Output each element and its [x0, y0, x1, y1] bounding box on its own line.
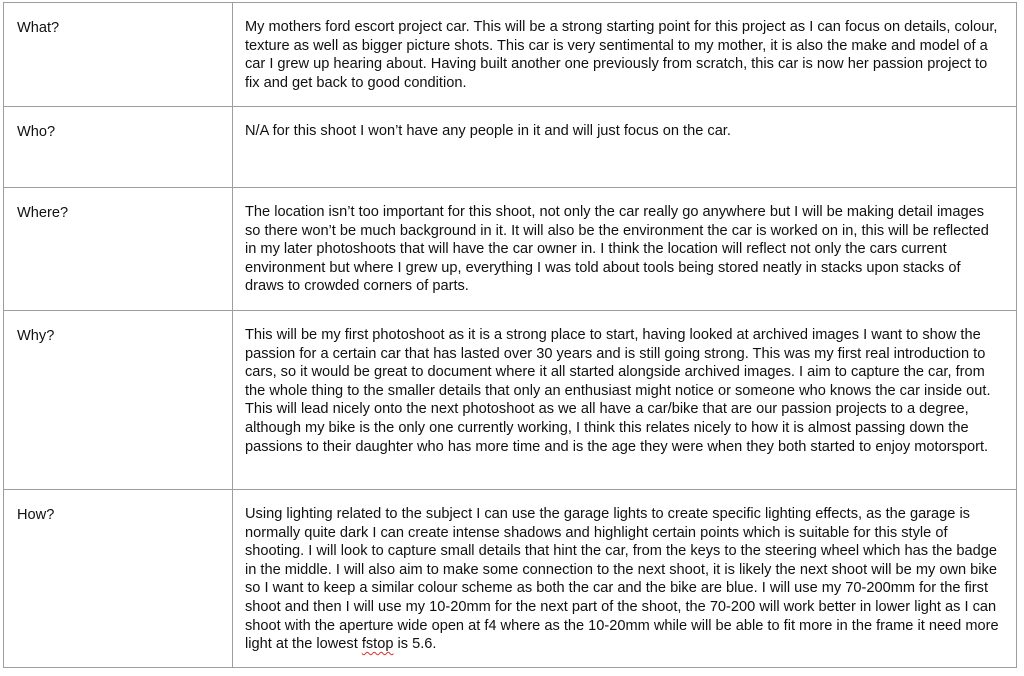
answer-text: My mothers ford escort project car. This will be a strong starting point for this project as I can focus on details, colour, texture as well as bigger picture shots. This car is very sentimental to my mother, it is also the make and model of a car I grew up hearing about. Having built another one previously from scratch, this car is now her passion project to fix and get back to good condition. — [245, 19, 998, 91]
planning-table — [3, 2, 1017, 668]
question-label: Where? — [17, 205, 69, 221]
question-label: Why? — [17, 328, 55, 344]
table-row-who — [4, 107, 1017, 188]
answer-text-end: is 5.6. — [393, 636, 437, 653]
answer-text: N/A for this shoot I won’t have any people in it and will just focus on the car. — [245, 123, 731, 139]
answer-text: This will be my first photoshoot as it is a strong place to start, having looked at archived images I want to show the passion for a certain car that has lasted over 30 years and is still going strong. This was my first real introduction to cars, so it would be great to document where it all started alongside archived images. I aim to capture the car, from the whole thing to the smaller details that only an enthusiast might notice or someone who knows the car inside out. This will lead nicely onto the next photoshoot as we all have a car/bike that are our passion projects to a degree, although my bike is the only one currently working, I think this relates nicely to how it is almost passing down the passions to their daughter who has more time and is the age they were when they both started to enjoy motorsport. — [245, 327, 991, 455]
answer-cell[interactable] — [233, 188, 1017, 311]
answer-cell[interactable] — [233, 3, 1017, 107]
answer-cell[interactable] — [233, 490, 1017, 668]
question-label: Who? — [17, 124, 56, 140]
answer-cell[interactable] — [233, 107, 1017, 188]
question-cell[interactable] — [4, 311, 233, 490]
question-label: How? — [17, 507, 55, 523]
table-row-how — [4, 490, 1017, 668]
table-row-why — [4, 311, 1017, 490]
table-row-where — [4, 188, 1017, 311]
question-cell[interactable] — [4, 490, 233, 668]
table-row-what — [4, 3, 1017, 107]
answer-text: Using lighting related to the subject I can use the garage lights to create specific lighting effects, as the garage is normally quite dark I can create intense shadows and highlight certain points which is suitable for this style of shooting. I will look to capture small details that hint the car, from the keys to the steering wheel which has the badge in the middle. I will also aim to make some connection to the next shoot, it is likely the next shoot will be my own bike so I want to keep a similar colour scheme as both the car and the bike are blue. I will use my 70-200mm for the first shoot and then I will use my 10-20mm for the next part of the shoot, the 70-200 will work better in lower light as I can shoot with the aperture wide open at f4 where as the 10-20mm while will be able to fit more in the frame it need more light at the lowest — [245, 506, 999, 653]
answer-cell[interactable] — [233, 311, 1017, 490]
answer-text: The location isn’t too important for this shoot, not only the car really go anywhere but I will be making detail images so there won’t be much background in it. It will also be the environment the car is worked on in, this will be reflected in my later photoshoots that will have the car owner in. I think the location will reflect not only the cars current environment but where I grew up, everything I was told about tools being stored neatly in stacks upon stacks of draws to crowded corners of parts. — [245, 204, 989, 295]
answer-text-container — [233, 490, 1016, 654]
question-cell[interactable] — [4, 3, 233, 107]
question-cell[interactable] — [4, 188, 233, 311]
question-label: What? — [17, 20, 60, 36]
question-cell[interactable] — [4, 107, 233, 188]
spellcheck-flagged-word[interactable]: fstop — [361, 636, 394, 653]
